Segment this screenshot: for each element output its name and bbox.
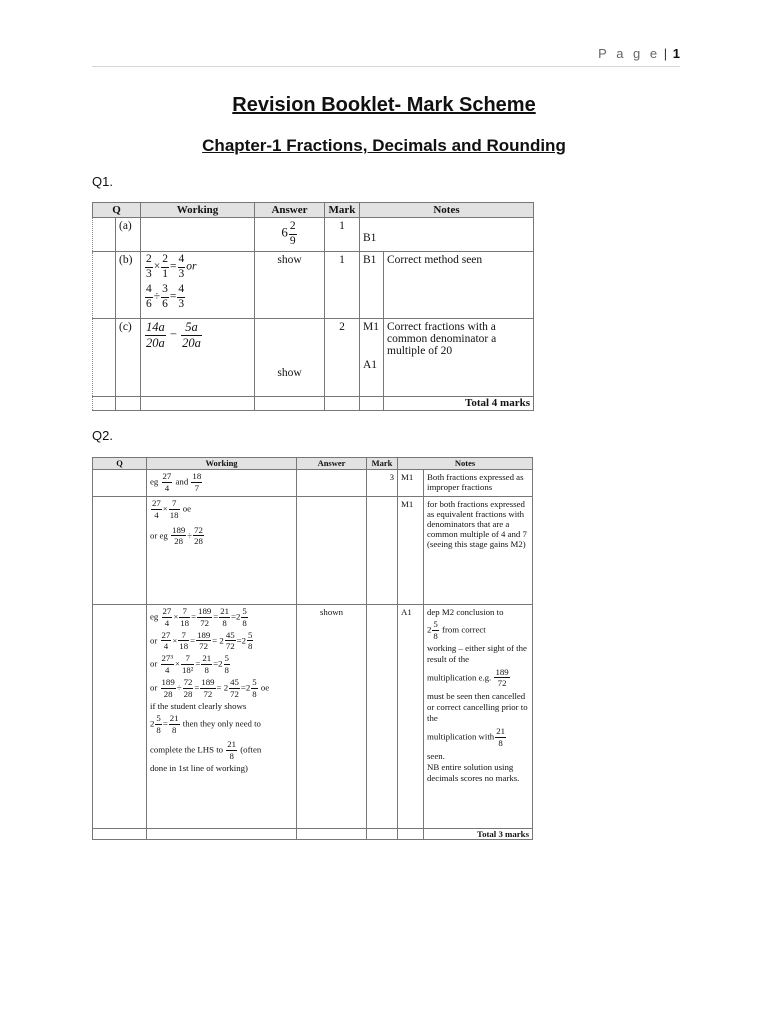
header-mark: Mark (325, 203, 360, 218)
fraction: $\frac{5}{8}$ (252, 676, 257, 699)
code-cell: B1 (360, 218, 534, 252)
working-cell (147, 605, 297, 829)
mixed-number-whole: 6 (281, 224, 288, 240)
header-answer: Answer (297, 458, 367, 470)
working-line: $\frac{14a}{20a}$ − $\frac{5a}{20a}$ (146, 320, 201, 350)
code-cell: B1 (360, 252, 384, 319)
fraction: $\frac{\text{27³}}{4}$ (161, 653, 173, 675)
code-cell: M1 A1 (360, 319, 384, 397)
working-line: if the student clearly shows (150, 701, 247, 712)
table-row (93, 470, 533, 497)
working-line: or $\frac{27}{4}$ × $\frac{7}{18}$ = $\frac{189}{72}$ = 2 $\frac{45}{72}$ =2 $\frac{5}{8}$ (150, 629, 253, 652)
table-row (93, 319, 534, 397)
page-number (598, 46, 680, 61)
fraction: $\frac{27}{4}$ (152, 498, 161, 520)
fraction: $\frac{7}{18}$ (180, 606, 190, 628)
header-notes: Notes (360, 203, 534, 218)
total-row (93, 397, 534, 411)
page-separator: | (663, 46, 668, 61)
fraction: $\frac{27}{4}$ (162, 606, 172, 628)
q2-label: Q2. (92, 428, 113, 443)
mark-cell: 1 (325, 218, 360, 252)
fraction: $\frac{2}{9}$ (289, 220, 296, 247)
fraction: $\frac{5a}{20a}$ (182, 320, 201, 350)
table-header-row (93, 458, 533, 470)
working-line: done in 1st line of working) (150, 762, 248, 773)
fraction: $\frac{7}{18}$ (169, 498, 179, 520)
fraction: $\frac{5}{8}$ (433, 618, 438, 641)
fraction: $\frac{18}{7}$ (192, 471, 202, 493)
part-label: (a) (116, 218, 141, 252)
header-working: Working (141, 203, 255, 218)
notes-cell: for both fractions expressed as equivalent fractions with denominators that are a common multiple of 4 and 7 (seeing this stage gains M2) (424, 497, 533, 605)
fraction: $\frac{5}{8}$ (156, 713, 161, 736)
fraction: $\frac{4}{3}$ (178, 253, 185, 280)
fraction: $\frac{189}{72}$ (495, 666, 509, 689)
notes-cell: dep M2 conclusion to 2 $\frac{5}{8}$ from correct working – either sight of the result of the multiplication e.g. $\frac{189}{72}$ must be seen then cancelled or correct cancelling prior to the multiplication with $\frac{21}{8}$ seen. NB entire solution using decimals scores no marks. (424, 605, 533, 829)
part-label: (b) (116, 252, 141, 319)
part-label: (c) (116, 319, 141, 397)
fraction: $\frac{21}{8}$ (220, 606, 230, 628)
working-cell (141, 319, 255, 397)
header-mark: Mark (367, 458, 398, 470)
fraction: $\frac{2}{1}$ (162, 253, 168, 280)
q1-label: Q1. (92, 174, 113, 189)
fraction: $\frac{21}{8}$ (169, 713, 179, 736)
header-working: Working (147, 458, 297, 470)
fraction: $\frac{189}{72}$ (197, 629, 211, 652)
working-cell (147, 497, 297, 605)
notes-cell: Correct method seen (384, 252, 534, 319)
table-row (93, 605, 533, 829)
working-line: or $\frac{\text{27³}}{4}$ × $\frac{7}{\text{18²}}$ = $\frac{21}{8}$ =2 $\frac{5}{8}$ (150, 653, 229, 675)
total-row (93, 829, 533, 840)
fraction: $\frac{21}{8}$ (496, 726, 505, 748)
fraction: $\frac{2}{3}$ (146, 253, 152, 280)
notes-cell: Correct fractions with a common denominator a multiple of 20 (384, 319, 534, 397)
fraction: $\frac{189}{28}$ (172, 524, 186, 547)
working-line: eg $\frac{27}{4}$ and $\frac{18}{7}$ (150, 471, 202, 493)
fraction: $\frac{5}{8}$ (248, 629, 253, 652)
fraction: $\frac{189}{72}$ (198, 606, 212, 628)
working-line: $\frac{27}{4}$ × $\frac{7}{18}$ oe (152, 498, 192, 520)
fraction: $\frac{3}{6}$ (162, 283, 168, 310)
fraction: $\frac{72}{28}$ (183, 676, 193, 699)
page-label: P a g e (598, 46, 661, 61)
mark-cell: 3 (367, 470, 398, 497)
code-cell: M1 (398, 497, 424, 605)
mark-cell: 1 (325, 252, 360, 319)
table-row (93, 497, 533, 605)
table-row (93, 218, 534, 252)
working-line: or $\frac{189}{28}$ ÷ $\frac{72}{28}$ = $\frac{189}{72}$ = 2 $\frac{45}{72}$ =2 $\frac{5}{8}$ oe (150, 676, 270, 699)
fraction: $\frac{5}{8}$ (242, 606, 247, 628)
total-marks: Total 4 marks (384, 397, 534, 411)
fraction: $\frac{27}{4}$ (161, 629, 171, 652)
header-notes: Notes (398, 458, 533, 470)
working-line: $\frac{4}{6}$ ÷ $\frac{3}{6}$ = $\frac{4}{3}$ (146, 283, 185, 310)
q2-mark-scheme-table (92, 457, 533, 840)
working-line: 2 $\frac{5}{8}$ = $\frac{21}{8}$ then they only need to (150, 713, 261, 736)
working-line: $\frac{2}{3}$ × $\frac{2}{1}$ = $\frac{4}{3}$ or (146, 253, 197, 280)
working-cell (141, 252, 255, 319)
working-cell (147, 470, 297, 497)
table-row (93, 252, 534, 319)
working-line: or eg $\frac{189}{28}$ ÷ $\frac{72}{28}$ (150, 524, 203, 547)
fraction: $\frac{7}{\text{18²}}$ (181, 653, 194, 675)
chapter-title: Chapter-1 Fractions, Decimals and Rounding (202, 136, 566, 155)
fraction: $\frac{189}{72}$ (201, 676, 215, 699)
fraction: $\frac{7}{18}$ (179, 629, 189, 652)
header-q: Q (93, 203, 141, 218)
fraction: $\frac{45}{72}$ (225, 629, 235, 652)
fraction: $\frac{27}{4}$ (162, 471, 172, 493)
total-marks: Total 3 marks (424, 829, 533, 840)
fraction: $\frac{45}{72}$ (230, 676, 239, 699)
answer-cell: show (255, 319, 325, 397)
answer-cell: show (255, 252, 325, 319)
fraction: $\frac{14a}{20a}$ (146, 320, 165, 350)
table-header-row (93, 203, 534, 218)
fraction: $\frac{5}{8}$ (224, 653, 229, 675)
page-header (92, 40, 680, 67)
document-title: Revision Booklet- Mark Scheme (232, 94, 536, 116)
code-cell: M1 (398, 470, 424, 497)
answer-cell: shown (297, 605, 367, 829)
page-number-value: 1 (672, 46, 680, 61)
answer-cell (255, 218, 325, 252)
working-line: complete the LHS to $\frac{21}{8}$ (often (150, 739, 262, 761)
code-cell: A1 (398, 605, 424, 829)
fraction: $\frac{4}{3}$ (178, 283, 185, 310)
header-answer: Answer (255, 203, 325, 218)
fraction: $\frac{189}{28}$ (161, 676, 175, 699)
fraction: $\frac{21}{8}$ (227, 739, 237, 761)
fraction: $\frac{4}{6}$ (146, 283, 152, 310)
header-q: Q (93, 458, 147, 470)
fraction: $\frac{72}{28}$ (194, 524, 203, 547)
mark-cell: 2 (325, 319, 360, 397)
working-line: eg $\frac{27}{4}$ × $\frac{7}{18}$ = $\frac{189}{72}$ = $\frac{21}{8}$ =2 $\frac{5}{8}$ (150, 606, 247, 628)
notes-cell: Both fractions expressed as improper fractions (424, 470, 533, 497)
fraction: $\frac{21}{8}$ (202, 653, 212, 675)
q1-mark-scheme-table (92, 202, 534, 411)
